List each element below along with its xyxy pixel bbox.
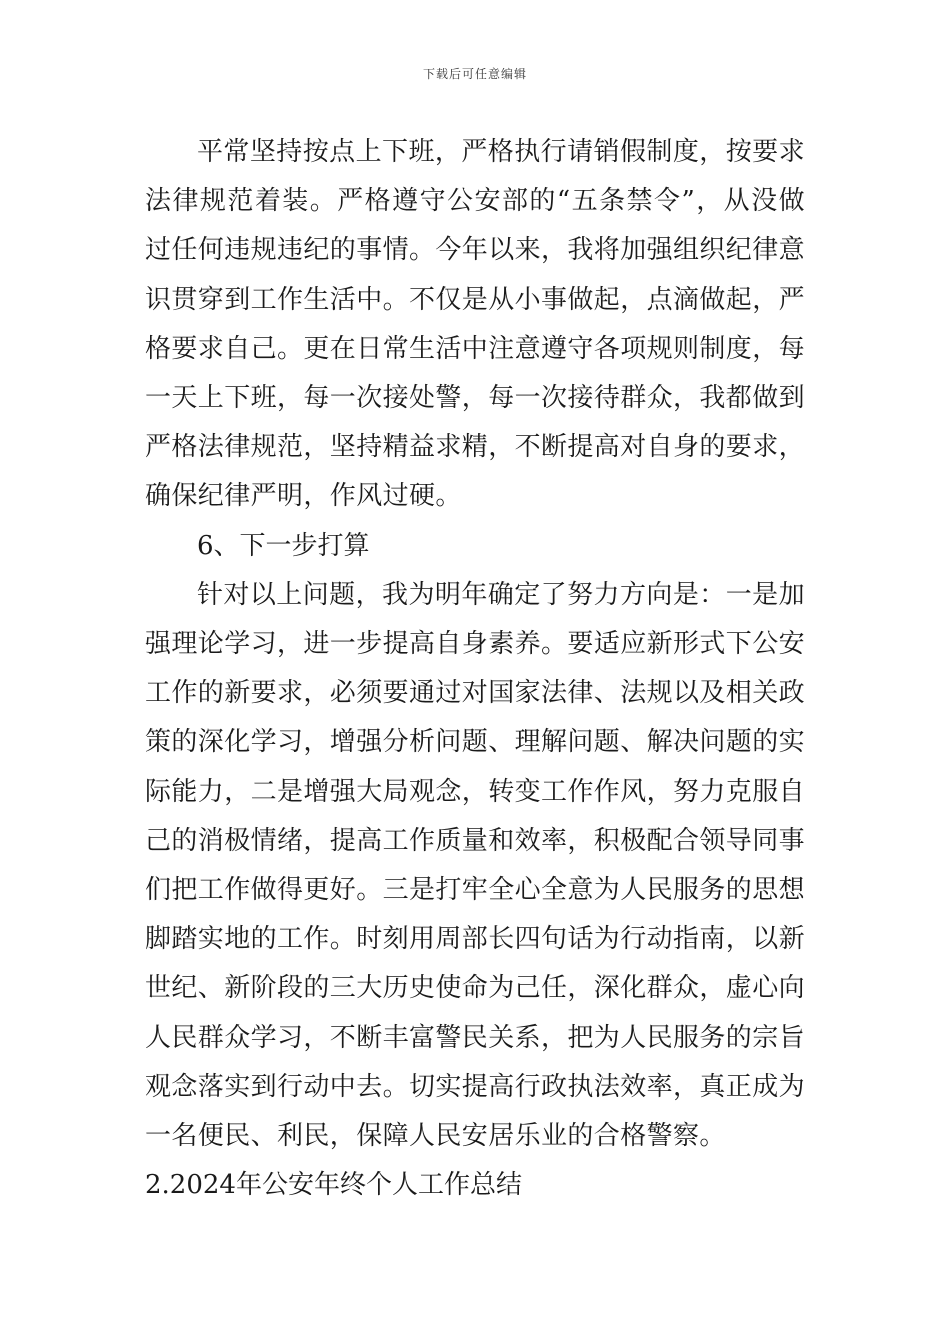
document-body bbox=[145, 128, 805, 1210]
page-header-note: 下载后可任意编辑 bbox=[422, 67, 527, 81]
section-heading-next-steps: 6、下一步打算 bbox=[197, 530, 370, 561]
paragraph-plans: 针对以上问题，我为明年确定了努力方向是：一是加强理论学习，进一步提高自身素养。要适应新形式下公安工作的新要求，必须要通过对国家法律、法规以及相关政策的深化学习，增强分析问题、理解问题、解决问题的实际能力，二是增强大局观念，转变工作作风，努力克服自己的消极情绪，提高工作质量和效率，积极配合领导同事们把工作做得更好。三是打牢全心全意为人民服务的思想脚踏实地的工作。时刻用周部长四句话为行动指南，以新世纪、新阶段的三大历史使命为己任，深化群众，虚心向人民群众学习，不断丰富警民关系，把为人民服务的宗旨观念落实到行动中去。切实提高行政执法效率，真正成为一名便民、利民，保障人民安居乐业的合格警察。 bbox=[145, 579, 806, 1152]
next-document-title: 2.2024年公安年终个人工作总结 bbox=[145, 1170, 522, 1201]
paragraph-discipline: 平常坚持按点上下班，严格执行请销假制度，按要求法律规范着装。严格遵守公安部的“五条禁令”，从没做过任何违规违纪的事情。今年以来，我将加强组织纪律意识贯穿到工作生活中。不仅是从小事做起，点滴做起，严格要求自己。更在日常生活中注意遵守各项规则制度，每一天上下班，每一次接处警，每一次接待群众，我都做到严格法律规范，坚持精益求精，不断提高对自身的要求，确保纪律严明，作风过硬。 bbox=[145, 137, 806, 512]
